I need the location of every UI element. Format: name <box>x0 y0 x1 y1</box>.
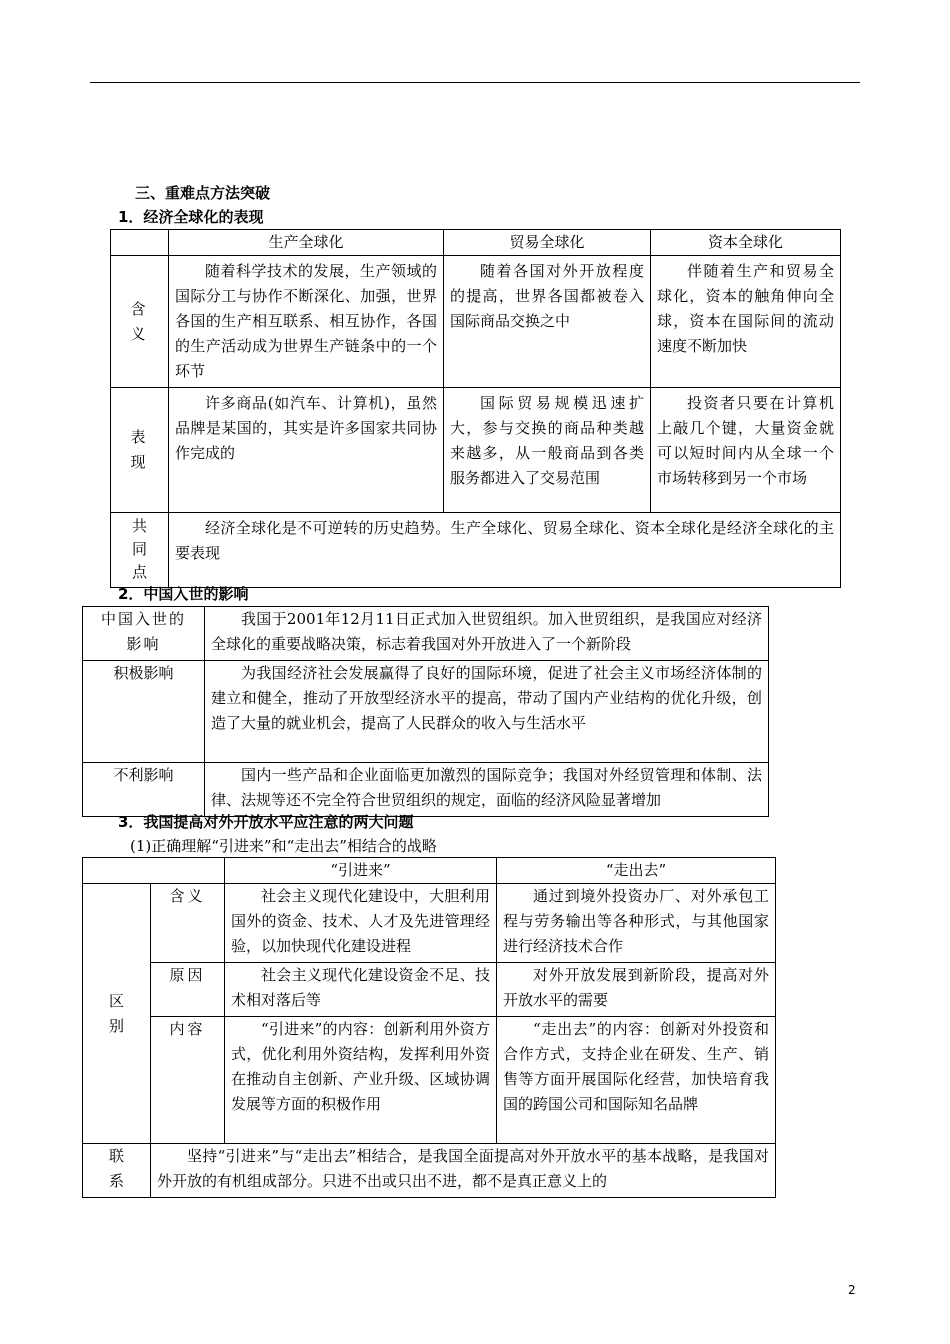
table-cell: 随着科学技术的发展，生产领域的国际分工与协作不断深化、加强，世界各国的生产相互联系、相互协作，各国的生产活动成为世界生产链条中的一个环节 <box>169 256 444 388</box>
row-label: 内容 <box>151 1017 225 1144</box>
table-cell: 我国于2001年12月11日正式加入世贸组织。加入世贸组织，是我国应对经济全球化的重要战略决策，标志着我国对外开放进入了一个新阶段 <box>205 607 769 661</box>
row-label: 表现 <box>111 388 169 513</box>
col-header: 贸易全球化 <box>444 230 651 256</box>
table-cell: 为我国经济社会发展赢得了良好的国际环境，促进了社会主义市场经济体制的建立和健全，推动了开放型经济水平的提高，带动了国内产业结构的优化升级，创造了大量的就业机会，提高了人民群众的收入与生活水平 <box>205 661 769 763</box>
table-cell: 投资者只要在计算机上敲几个键，大量资金就可以短时间内从全球一个市场转移到另一个市场 <box>651 388 841 513</box>
table-cell: “走出去”的内容：创新对外投资和合作方式，支持企业在研发、生产、销售等方面开展国际化经营，加快培育我国的跨国公司和国际知名品牌 <box>497 1017 776 1144</box>
row-label: 含义 <box>111 256 169 388</box>
row-label: 含义 <box>151 884 225 963</box>
table3-heading: 3．我国提高对外开放水平应注意的两大问题 <box>118 813 414 831</box>
col-header: “走出去” <box>497 858 776 884</box>
row-label: 联系 <box>83 1144 151 1198</box>
section-heading: 三、重难点方法突破 <box>135 184 271 202</box>
row-label: 中国入世的影响 <box>83 607 205 661</box>
col-header: “引进来” <box>225 858 497 884</box>
wto-impact-table <box>82 606 769 817</box>
col-header: 资本全球化 <box>651 230 841 256</box>
table-cell: 社会主义现代化建设资金不足、技术相对落后等 <box>225 963 497 1017</box>
table-cell: 许多商品(如汽车、计算机)，虽然品牌是某国的，其实是许多国家共同协作完成的 <box>169 388 444 513</box>
table-cell: 伴随着生产和贸易全球化，资本的触角伸向全球，资本在国际间的流动速度不断加快 <box>651 256 841 388</box>
row-label: 积极影响 <box>83 661 205 763</box>
row-label: 共同点 <box>111 513 169 588</box>
row-label: 原因 <box>151 963 225 1017</box>
row-label: 不利影响 <box>83 763 205 817</box>
table3-subheading: (1)正确理解“引进来”和“走出去”相结合的战略 <box>130 837 437 855</box>
table-cell: 国内一些产品和企业面临更加激烈的国际竞争；我国对外经贸管理和体制、法律、法规等还不完全符合世贸组织的规定，面临的经济风险显著增加 <box>205 763 769 817</box>
table-cell: 通过到境外投资办厂、对外承包工程与劳务输出等各种形式，与其他国家进行经济技术合作 <box>497 884 776 963</box>
table-cell: 社会主义现代化建设中，大胆利用国外的资金、技术、人才及先进管理经验，以加快现代化建设进程 <box>225 884 497 963</box>
strategy-table <box>82 857 776 1198</box>
page-number: 2 <box>848 1283 856 1297</box>
globalization-table <box>110 229 841 588</box>
group-label: 区别 <box>83 884 151 1144</box>
table-cell: 随着各国对外开放程度的提高，世界各国都被卷入国际商品交换之中 <box>444 256 651 388</box>
table-cell: 经济全球化是不可逆转的历史趋势。生产全球化、贸易全球化、资本全球化是经济全球化的主要表现 <box>169 513 841 588</box>
col-header: 生产全球化 <box>169 230 444 256</box>
table-cell: 对外开放发展到新阶段，提高对外开放水平的需要 <box>497 963 776 1017</box>
table2-heading: 2．中国入世的影响 <box>118 585 249 603</box>
table1-heading: 1．经济全球化的表现 <box>118 208 264 226</box>
header-rule <box>90 82 860 83</box>
table-cell: 坚持“引进来”与“走出去”相结合，是我国全面提高对外开放水平的基本战略，是我国对外开放的有机组成部分。只进不出或只出不进，都不是真正意义上的 <box>151 1144 776 1198</box>
table-cell: 国际贸易规模迅速扩大，参与交换的商品种类越来越多，从一般商品到各类服务都进入了交易范围 <box>444 388 651 513</box>
table-cell: “引进来”的内容：创新利用外资方式，优化利用外资结构，发挥利用外资在推动自主创新、产业升级、区域协调发展等方面的积极作用 <box>225 1017 497 1144</box>
